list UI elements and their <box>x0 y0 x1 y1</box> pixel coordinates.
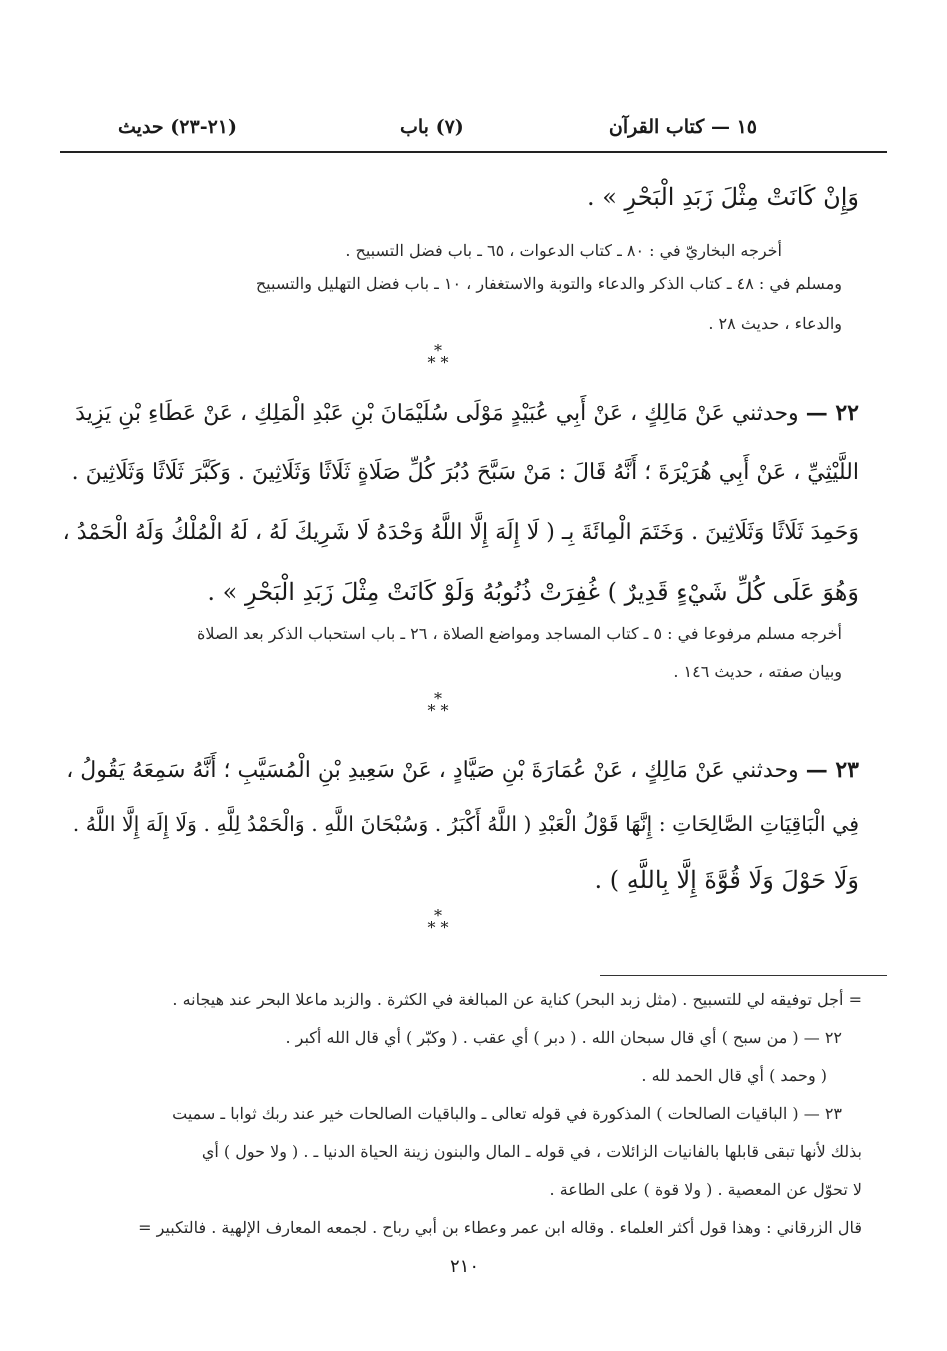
hadith-23-line-1 <box>66 757 859 783</box>
hadith-22-line-2: اللَّيْثِيِّ ، عَنْ أَبِي هُرَيْرَةَ ؛ أَنَّهُ قَالَ : مَنْ سَبَّحَ دُبُرَ كُلِّ صَلَاةٍ ثَلَاثًا وَثَلَاثِينَ . وَكَبَّرَ ثَلَاثًا وَثَلَاثِينَ . <box>71 460 859 485</box>
footnote-line-1: = أجل توفيقه لي للتسبيح . (مثل زبد البحر) كناية عن المبالغة في الكثرة . والزبد ماعلا البحر عند هيجانه . <box>172 990 862 1009</box>
hadith-22-line-4: وَهُوَ عَلَى كُلِّ شَيْءٍ قَدِيرٌ ) غُفِرَتْ ذُنُوبُهُ وَلَوْ كَانَتْ مِثْلَ زَبَدِ الْبَحْرِ » . <box>207 578 859 606</box>
hadith-22-line-1 <box>75 400 859 426</box>
hadith-22-text-1: وحدثني عَنْ مَالِكٍ ، عَنْ أَبِي عُبَيْدٍ مَوْلَى سُلَيْمَانَ بْنِ عَبْدِ الْمَلِكِ ، عَنْ عَطَاءِ بْنِ يَزِيدَ <box>75 401 799 426</box>
footnote-rule <box>600 975 887 976</box>
footnote-line-2: ٢٢ — ( من سبح ) أي قال سبحان الله . ( دبر ) أي عقب . ( وكبّر ) أي قال الله أكبر . <box>285 1028 842 1047</box>
hadith-23-text-1: وحدثني عَنْ مَالِكٍ ، عَنْ عُمَارَةَ بْنِ صَيَّادٍ ، عَنْ سَعِيدِ بْنِ الْمُسَيَّبِ ؛ أَنَّهُ سَمِعَهُ يَقُولُ ، <box>66 758 799 783</box>
takhrij-22-line-2: وبيان صفته ، حديث ١٤٦ . <box>673 662 842 681</box>
hadith-22-line-3: وَحَمِدَ ثَلَاثًا وَثَلَاثِينَ . وَخَتَمَ الْمِائَةَ بِـ ( لَا إِلَهَ إِلَّا اللَّهُ وَحْدَهُ لَا شَرِيكَ لَهُ ، لَهُ الْمُلْكُ وَلَهُ الْحَمْدُ ، <box>62 520 859 545</box>
hadith-21-ending: وَإِنْ كَانَتْ مِثْلَ زَبَدِ الْبَحْرِ » . <box>586 183 859 211</box>
hadith-23-line-3: وَلَا حَوْلَ وَلَا قُوَّةَ إِلَّا بِاللَّهِ ) . <box>594 866 859 894</box>
running-header-hadith-range: (٢١-٢٣) حديث <box>118 116 238 138</box>
header-rule <box>60 151 887 153</box>
footnote-line-5: بذلك لأنها تبقى قابلها بالفانيات الزائلات ، في قوله ـ المال والبنون زينة الحياة الدنيا ـ . ( ولا حول ) أي <box>201 1142 862 1161</box>
takhrij-21-line-2: ومسلم في : ٤٨ ـ كتاب الذكر والدعاء والتوبة والاستغفار ، ١٠ ـ باب فضل التهليل والتسبيح <box>255 274 842 293</box>
hadith-22-number: ٢٢ — <box>805 400 859 426</box>
section-separator-2: * * * <box>427 689 449 720</box>
section-separator-3: * * * <box>427 906 449 937</box>
hadith-23-number: ٢٣ — <box>805 757 859 783</box>
footnote-line-7: قال الزرقاني : وهذا قول أكثر العلماء . وقاله ابن عمر وعطاء بن أبي رباح . لجمعه المعارف الإلهية . فالتكبير = <box>138 1218 862 1237</box>
takhrij-21-line-1: أخرجه البخاريّ في : ٨٠ ـ كتاب الدعوات ، ٦٥ ـ باب فضل التسبيح . <box>345 241 782 260</box>
page-number: ٢١٠ <box>450 1256 480 1277</box>
takhrij-21-line-3: والدعاء ، حديث ٢٨ . <box>708 314 842 333</box>
hadith-23-line-2: فِي الْبَاقِيَاتِ الصَّالِحَاتِ : إِنَّهَا قَوْلُ الْعَبْدِ ( اللَّهُ أَكْبَرُ . وَسُبْحَانَ اللَّهِ . وَالْحَمْدُ لِلَّهِ . وَلَا إِلَهَ إِلَّا اللَّهُ . <box>72 812 859 836</box>
section-separator-1: * * * <box>427 341 449 372</box>
running-header-chapter: (٧) باب <box>400 116 464 138</box>
footnote-line-6: لا تحوّل عن المعصية . ( ولا قوة ) على الطاعة . <box>549 1180 862 1199</box>
footnote-line-4: ٢٣ — ( الباقيات الصالحات ) المذكورة في قوله تعالى ـ والباقيات الصالحات خير عند ربك ثوابا ـ سميت <box>172 1104 842 1123</box>
footnote-line-3: ( وحمد ) أي قال الحمد لله . <box>641 1066 827 1085</box>
takhrij-22-line-1: أخرجه مسلم مرفوعا في : ٥ ـ كتاب المساجد ومواضع الصلاة ، ٢٦ ـ باب استحباب الذكر بعد الصلاة <box>196 624 842 643</box>
running-header-book: ١٥ — كتاب القرآن <box>608 116 757 138</box>
